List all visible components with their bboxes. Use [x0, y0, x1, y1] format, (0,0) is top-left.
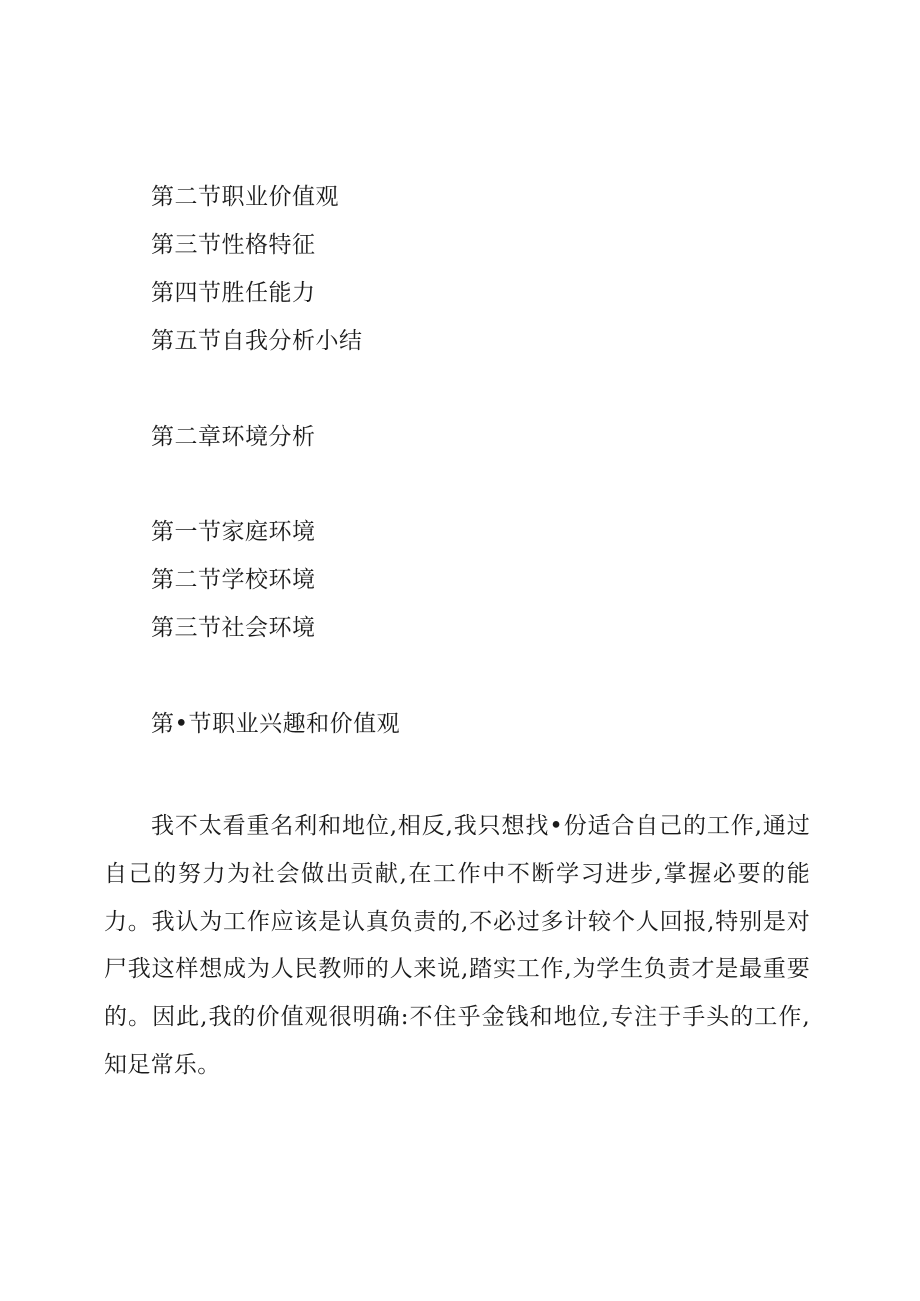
body-paragraph: 我不太看重名利和地位,相反,我只想找•份适合自己的工作,通过自己的努力为社会做出贡献,在工作中不断学习进步,掌握必要的能力。我认为工作应该是认真负责的,不必过多计较个人回报,特别是对尸我这样想成为人民教师的人来说,踏实工作,为学生负责才是最重要的。因此,我的价值观很明确:不住乎金钱和地位,专注于手头的工作,知足常乐。	[104, 813, 810, 1078]
toc-item-env-2: 第二节学校环境	[151, 567, 316, 593]
toc-item-section-5: 第五节自我分析小结	[151, 328, 363, 354]
chapter-title: 第二章环境分析	[151, 424, 316, 450]
section-heading: 第•节职业兴趣和价值观	[151, 711, 401, 737]
toc-item-section-3: 第三节性格特征	[151, 232, 316, 258]
toc-item-env-3: 第三节社会环境	[151, 615, 316, 641]
toc-item-env-1: 第一节家庭环境	[151, 519, 316, 545]
toc-item-section-4: 第四节胜任能力	[151, 280, 316, 306]
toc-item-section-2: 第二节职业价值观	[151, 184, 339, 210]
